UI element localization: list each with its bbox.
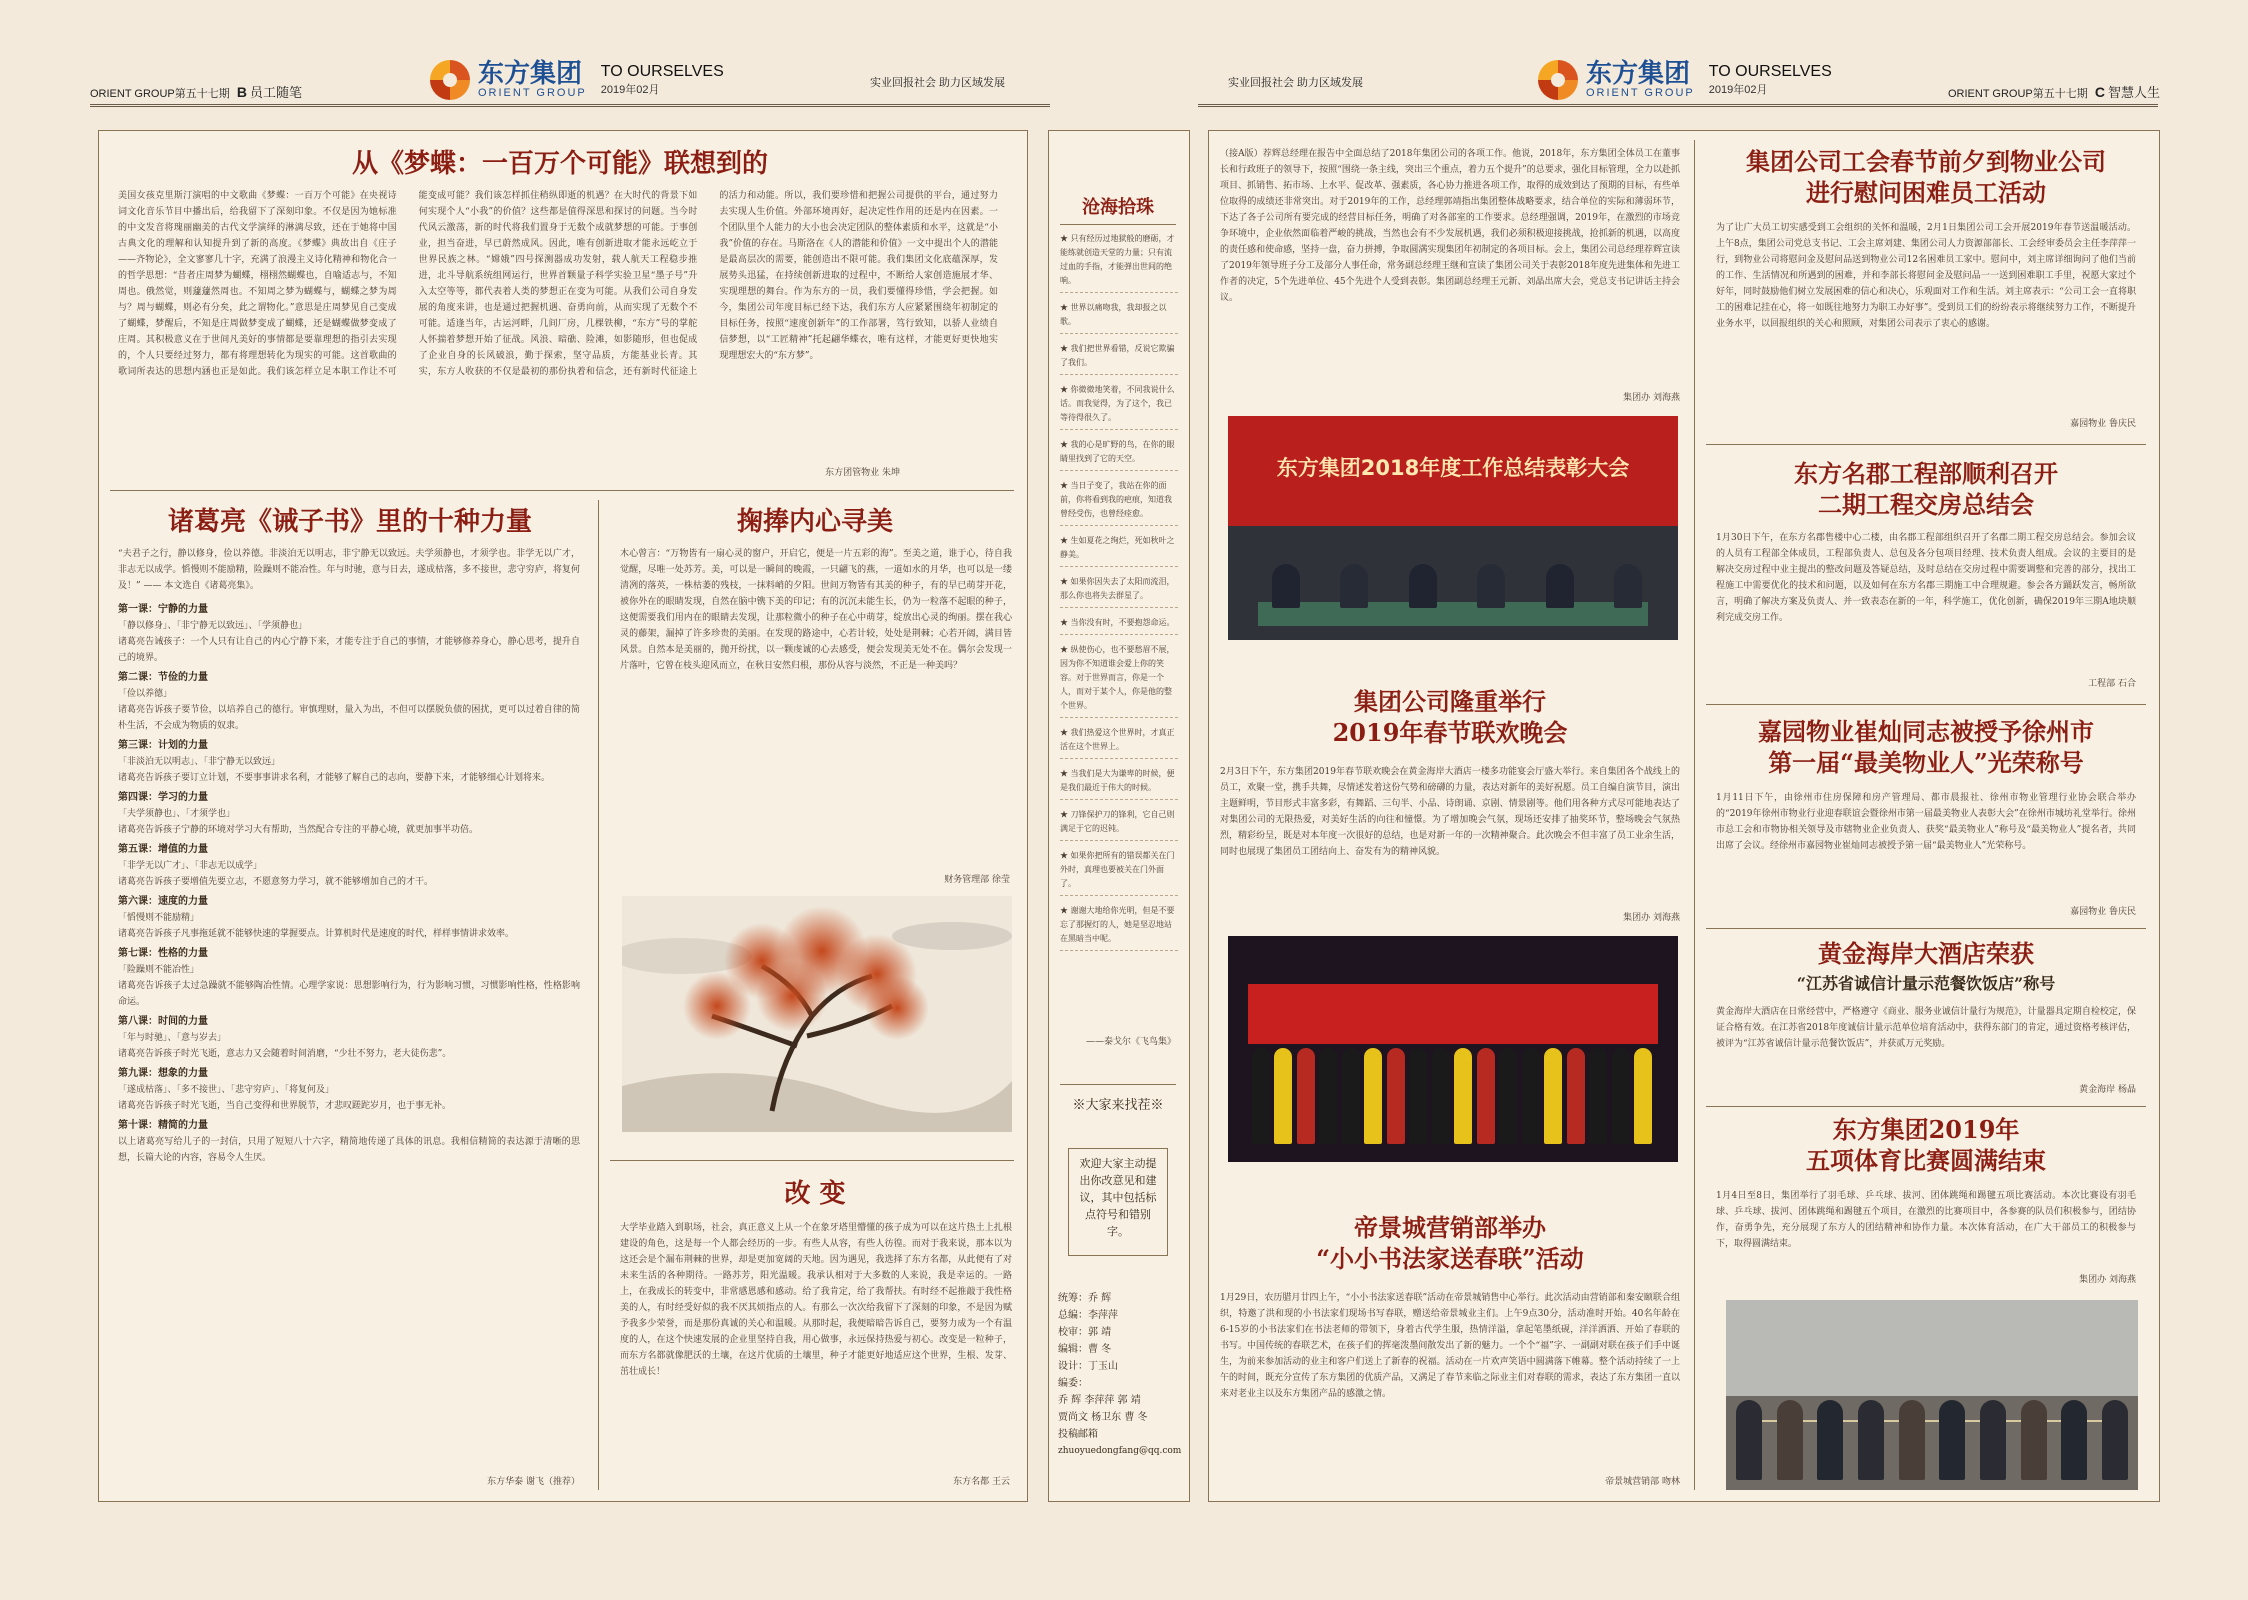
zhuge-title: 诸葛亮《诫子书》里的十种力量 (167, 507, 532, 537)
quote-item: ★ 刀锋保护刀的锋利，它自己则满足于它的迟钝。 (1060, 808, 1178, 841)
quote-item: ★ 我的心是旷野的鸟，在你的眼睛里找到了它的天空。 (1060, 438, 1178, 471)
people-row (1272, 564, 1642, 608)
quote-item: ★ 世界以痛吻我，我却报之以歌。 (1060, 301, 1178, 334)
divider (610, 1160, 1014, 1161)
person-figure (1544, 1048, 1562, 1144)
sports-signature: 集团办 刘海燕 (2079, 1275, 2136, 1285)
column-title: 沧海拾珠 (1082, 197, 1154, 218)
section-quote: 「静以修身」、「非宁静无以致远」、「学须静也」 (118, 621, 308, 631)
quote-item: ★ 谢谢大地给你光明，但是不要忘了那握灯的人，她是坚忍地站在黑暗当中呢。 (1060, 904, 1178, 951)
handover-body: 1月30日下午，在东方名郡售楼中心二楼，由名郡工程部组织召开了名郡二期工程交房总结会。参加会议的人员有工程部全体成员，工程部负责人、总包及各分包项目经理、技术负责人组成。会议的主要目的是解决交房过程中业主提出的整改问题及答疑总结，及时总结在交房过程中需要调整和完善的部分，找出工程施工中需要优化的技术和问题，以及如何在东方名郡三期施工中合理规避。参会各方踊跃发言，畅所欲言，明确了解决方案及负责人、并一致表态在新的一年，科学施工，优化创新，确保2019年三期A地块顺利完成交房工作。 (1716, 533, 2136, 623)
person-figure (2102, 1400, 2128, 1480)
staff-entry: 校审：郭 靖 (1058, 1327, 1112, 1338)
zhuge-signature: 东方华泰 谢飞（推荐） (487, 1477, 580, 1487)
person-figure (1858, 1400, 1884, 1480)
gala-photo (1228, 936, 1678, 1162)
gala-title: 集团公司隆重举行 2019年春节联欢晚会 (1332, 687, 1568, 748)
divider (110, 490, 1014, 491)
section-quote: 「俭以养德」 (118, 689, 173, 699)
tree-painting (622, 896, 1012, 1132)
sports-title: 东方集团2019年 五项体育比赛圆满结束 (1806, 1115, 2046, 1176)
person-figure (1614, 564, 1642, 608)
staff-entry: zhuoyuedongfang@qq.com (1058, 1446, 1182, 1456)
section-text: 诸葛亮告诉孩子要增值先要立志，不愿意努力学习，就不能够增加自己的才干。 (118, 877, 434, 887)
person-figure (1274, 1048, 1292, 1144)
hotel-subtitle: “江苏省诚信计量示范餐饮饭店”称号 (1796, 974, 2056, 993)
change-signature: 东方名都 王云 (953, 1477, 1010, 1487)
tree-painting-art (622, 896, 1012, 1132)
award-body: 1月11日下午，由徐州市住房保障和房产管理局、都市晨报社、徐州市物业管理行业协会联合举办的“2019年徐州市物业行业迎春联谊会暨徐州市第一届最美物业人表彰大会”在徐州市城坊礼堂举行。徐州市总工会和市物协相关领导及市辖物业企业负责人、获奖“最美物业人”称号及“最美物业人”提名者，共同出席了会议。经徐州市嘉园物业崔灿同志被授予第一届“最美物业人”光荣称号。 (1716, 793, 2136, 851)
section-heading: 第八课：时间的力量 (118, 1016, 208, 1027)
person-figure (1364, 1048, 1382, 1144)
logo-mark-icon (430, 60, 470, 100)
quote-item: ★ 只有经历过地狱般的磨砺，才能练就创造天堂的力量；只有流过血的手指，才能弹出世间的绝响。 (1060, 232, 1178, 293)
change-body: 大学毕业踏入到职场，社会，真正意义上从一个在象牙塔里懵懂的孩子成为可以在这片热土上扎根建设的角色，这是每一个人都会经历的一步。有些人从容，有些人彷徨。而对于我来说，那本以为这还会是个漏布荆棘的世界，却是更加宽阔的天地。因为遇见，我选择了东方名都，从此便有了对未来生活的各种期待。一路苏芳，阳光温暖。我承认相对于大多数的人来说，我是幸运的。一路上，在我成长的转变中，非常感恩感和感动。给了我肯定，给了我帮扶。有时经不起推敲于我性格美的人，有时经受好似的我不厌其烦指点的人。有那么一次次给我留下了深刻的印象，不是因为赋予我多少荣誉，而是那份真诚的关心和温暖。从那时起，我便暗暗告诉自己，要努力成为一个有温度的人，在这个快速发展的企业里坚持自我，用心做事，永远保持热爱与初心。改变是一粒种子，而东方名都就像肥沃的土壤，在这片优质的土壤里，种子才能更好地适应这个世界，生根、发芽、茁壮成长！ (620, 1223, 1012, 1377)
divider (1706, 928, 2146, 929)
person-figure (2021, 1400, 2047, 1480)
staff-entries (1058, 1290, 1182, 1460)
tug-of-war-photo (1726, 1300, 2138, 1490)
butterfly-signature: 东方团管物业 朱坤 (825, 468, 900, 478)
award-title: 嘉园物业崔灿同志被授予徐州市 第一届“最美物业人”光荣称号 (1758, 717, 2094, 778)
divider (1706, 1106, 2146, 1107)
hotel-body: 黄金海岸大酒店在日常经营中，严格遵守《商业、服务业诚信计量行为规范》，计量器具定期自检校定，保证合格有效。在江苏省2018年度诚信计量示范单位培育活动中，获得东部门的肯定，通过资格考核评估，被评为“江苏省诚信计量示范餐饮饭店”，并获贰万元奖励。 (1716, 1007, 2136, 1049)
column-quotes (1060, 232, 1178, 1032)
gala-signature: 集团办 刘海燕 (1623, 913, 1680, 923)
award-signature: 嘉园物业 鲁庆民 (2070, 907, 2136, 917)
person-figure (1454, 1048, 1472, 1144)
section-text: 诸葛亮告诉孩子太过急躁就不能够陶冶性情。心理学家说：思想影响行为，行为影响习惯，习惯影响性格，性格影响命运。 (118, 981, 580, 1007)
section-text: 诸葛亮告诉孩子时光飞逝，当自己变得和世界脱节，才悲叹蹉跎岁月，也于事无补。 (118, 1101, 452, 1111)
person-figure (1939, 1400, 1965, 1480)
person-figure (1499, 1048, 1517, 1144)
logo-mark-icon (1538, 60, 1578, 100)
section-heading: 第六课：速度的力量 (118, 896, 208, 907)
person-figure (1340, 564, 1368, 608)
staff-entry: 编委： (1058, 1378, 1088, 1389)
calligraphy-body: 1月29日，农历腊月廿四上午，“小小书法家送春联”活动在帝景城销售中心举行。此次活动由营销部和秦安颐联合组织，特邀了洪和现的小书法家们现场书写春联，赠送给帝景城业主们。上午9点30分，活动准时开始。40名年龄在6-15岁的小书法家们在书法老师的带领下，身着古代学生服，热情洋溢，拿起笔墨纸砚，洋洋洒洒、开始了春联的书写。中国传统的春联艺术，在孩子们的挥毫泼墨间散发出了新的魅力。一个个“福”字、一副副对联在孩子们手中诞生，为前来参加活动的业主和客户们送上了新春的祝福。活动在一片欢声笑语中圆满落下帷幕。整个活动持续了一上午的时间，既充分宣传了东方集团的优质产品，又满足了春节来临之际业主们对春联的需求，表达了东方集团一直以来对老业主以及东方集团产品的感激之情。 (1220, 1293, 1680, 1399)
change-title: 改 变 (784, 1179, 846, 1209)
calligraphy-title: 帝景城营销部举办 “小小书法家送春联”活动 (1316, 1213, 1584, 1274)
gala-body: 2月3日下午，东方集团2019年春节联欢晚会在黄金海岸大酒店一楼多功能宴会厅盛大举行。来自集团各个战线上的员工，欢聚一堂，携手共舞，尽情述发着这份气势和磅礴的力量，表达对新年的美好祝愿。员工自编自演节目，演出主题鲜明，节目形式丰富多彩，有舞蹈、三句半、小品、诗朗诵、京剧、情景剧等。他们用各种方式尽可能地表达了对集团公司的无限热爱，对美好生活的向往和憧憬。为了增加晚会气氛，现场还安排了抽奖环节，整场晚会气氛热烈，精彩纷呈，既是对本年度一次很好的总结，也是对新一年的一次精神聚合。此次晚会不但丰富了员工业余生活，同时也展现了集团员工团结向上、奋发有为的精神风貌。 (1220, 767, 1680, 857)
quote-item: ★ 当日子变了，我站在你的面前，你将看到我的疤痕，知道我曾经受伤，也曾经痊愈。 (1060, 479, 1178, 526)
union-body: 为了让广大员工切实感受到工会组织的关怀和温暖，2月1日集团公司工会开展2019年春节送温暖活动。上午8点，集团公司党总支书记、工会主席刘建、集团公司人力资源部部长、工会经审委员会主任李萍萍一行，到物业公司将慰问金及慰问品送到物业公司12名困难员工家中。慰问中，刘主席详细询问了他们当前的工作、生活情况和所遇到的困难，并和李部长将慰问金及慰问品一一送到困难职工手里，祝愿大家过个好年，同时鼓励他们树立发展困难的信心和决心，乐观面对工作和生活。刘主席表示：“公司工会一直将职工的困难记挂在心，将一如既往地努力为职工办好事”。受到员工们的纷纷表示将继续努力工作，不断提升业务水平，以回报组织的关心和照顾，对集团公司表示了衷心的感谢。 (1716, 223, 2136, 329)
butterfly-body: 美国女孩克里斯汀演唱的中文歌曲《梦蝶：一百万个可能》在央视诗词文化音乐节目中播出后，给我留下了深刻印象。不仅是因为她标准的中文发音将瑰丽幽美的古代文学演绎的淋漓尽致，还在于她将中国古典文化的理解和认知提升到了新的高度。《梦蝶》典故出自《庄子——齐物论》，全文寥寥几十字，充满了浪漫主义诗化精神和物化合一的哲学思想：“昔者庄周梦为蝴蝶，栩栩然蝴蝶也，自喻适志与，不知周也。俄然觉，则蘧蘧然周也。不知周之梦为蝴蝶与，蝴蝶之梦为周与？周与蝴蝶，则必有分矣，此之谓物化。”意思是庄周梦见自己变成了蝴蝶，梦醒后，不知是庄周做梦变成了蝴蝶，还是蝴蝶做梦变成了庄周。其积极意义在于世间凡美好的事情都是要靠理想的指引去实现的，个人只要经过努力，都有将理想转化为现实的可能。这首歌曲的歌词所表达的思想内涵也正是如此。我们该怎样立足本职工作让不可能变成可能？我们该怎样抓住稍纵即逝的机遇？在大时代的背景下如何实现个人“小我”的价值？这些都是值得深思和探讨的问题。当今时代风云激荡，新的时代将我们置身于无数个成就梦想的可能。于事创业，担当奋进，早已蔚然成风。因此，唯有创新进取才能永远屹立于世界民族之林。“嫦娥”四号探测器成功发射，载人航天工程稳步推进，北斗导航系统组网运行，世界首颗量子科学实验卫星“墨子号”升入太空等等，都代表着人类的梦想正在变为可能。从我们公司自身发展的角度来讲，也是通过把握机遇、奋勇向前，从而实现了无数个不可能。适逢当年，古运河畔，几间厂房，几棵铁柳，“东方”号的掌舵人怀揣着梦想开始了征战。风浪、暗礁、险滩，如影随形，但也促成了企业自身的长风破浪，勤于探索，坚守品质，方能基业长青。其实，东方人收获的不仅是最初的那份执着和信念，还有新时代征途上的活力和动能。所以，我们要珍惜和把握公司提供的平台，通过努力去实现人生价值。外部环境再好，起决定性作用的还是内在因素。一个团队里个人能力的大小也会决定团队的整体素质和水平，这就是“小我”价值的存在。马斯洛在《人的潜能和价值》一文中提出个人的潜能是最高层次的需要，能创造出不限可能。我们集团文化底蕴深厚，发展势头迅猛，在持续创新进取的过程中，不断给人家创造施展才华、实现理想的舞台。作为东方的一员，我们要懂得珍惜，学会把握。如今，集团公司年度目标已经下达，我们东方人应紧紧围绕年初制定的目标任务，按照“速度创新年”的工作部署，笃行致知，以骄人业绩自信梦想，以“工匠精神”托起翩华蝶衣，唯有这样，才能更好更快地实现理想宏大的“东方梦”。 (118, 191, 998, 377)
right-slogan: 实业回报社会 助力区域发展 (1228, 77, 1364, 89)
person-figure (1432, 1048, 1450, 1144)
section-heading: 第七课：性格的力量 (118, 948, 208, 959)
handover-title: 东方名郡工程部顺利召开 二期工程交房总结会 (1794, 459, 2058, 520)
butterfly-title: 从《梦蝶：一百万个可能》联想到的 (351, 149, 768, 179)
section-quote: 「非淡泊无以明志」、「非宁静无以致远」 (118, 757, 281, 767)
right-edition: ORIENT GROUP第五十七期 C 智慧人生 (1948, 84, 2161, 100)
left-slogan: 实业回报社会 助力区域发展 (870, 77, 1006, 89)
heart-signature: 财务管理部 徐莹 (944, 875, 1010, 885)
call-title: ※大家来找茬※ (1072, 1098, 1164, 1113)
left-edition: ORIENT GROUP第五十七期 B 员工随笔 (90, 84, 303, 100)
section-heading: 第三课：计划的力量 (118, 740, 208, 751)
conference-signature: 集团办 刘海燕 (1623, 393, 1680, 403)
calligraphy-signature: 帝景城营销部 吻林 (1605, 1477, 1680, 1487)
staff-entry: 乔 辉 李萍萍 郭 靖 (1058, 1395, 1141, 1406)
zhuge-section-list (118, 602, 580, 1166)
staff-entry: 设计：丁玉山 (1058, 1361, 1118, 1372)
section-quote: 「非学无以广才」、「非志无以成学」 (118, 861, 263, 871)
section-quote: 「遂成枯落」、「多不接世」、「悲守穷庐」、「将复何及」 (118, 1085, 335, 1095)
tug-crowd (1736, 1370, 2128, 1480)
person-figure (2061, 1400, 2087, 1480)
gala-crowd (1252, 1024, 1652, 1144)
conference-banner-text: 东方集团2018年度工作总结表彰大会 (1276, 456, 1630, 480)
right-date: 2019年02月 (1708, 84, 1768, 96)
union-signature: 嘉园物业 鲁庆民 (2070, 419, 2136, 429)
handover-signature: 工程部 石合 (2088, 679, 2136, 689)
section-quote: 「慆慢则不能励精」 (118, 913, 200, 923)
zhuge-intro: “夫君子之行，静以修身，俭以养德。非淡泊无以明志，非宁静无以致远。夫学须静也，才须学也。非学无以广才，非志无以成学。慆慢则不能励精，险躁则不能冶性。年与时驰，意与日去，遂成枯落，多不接世，悲守穷庐，将复何及！” —— 本文选自《诸葛亮集》。 (118, 549, 580, 591)
vertical-divider (1694, 140, 1695, 1490)
person-figure (1387, 1048, 1405, 1144)
person-figure (1522, 1048, 1540, 1144)
conference-body: （接A版）荐辉总经理在报告中全面总结了2018年集团公司的各项工作。他说，2018年，东方集团全体员工在董事长和行政班子的领导下，按照“围绕一条主线，突出三个重点，着力五个提升”的总要求，强化目标管理，全力以赴抓项目、抓销售、拓市场、上水平、促改革、强素质，各心协力推进各项工作，取得的成效到达了预期的目标，有些单位取得的成绩还非常突出。对于2019年的工作，总经理郭靖指出集团整体战略要求，结合单位的实际和薄弱环节，下达了各子公司所有要完成的经营目标任务，明确了对各部室的工作要求。总经理强调，2019年，在激烈的市场竞争环境中，企业依然面临着严峻的挑战，当然也会有不少发展机遇，我们必须积极迎接挑战，抢抓新的机遇，以高度的责任感和使命感，坚持一盘，奋力拼搏，争取圆满实现集团年初制定的各项目标。会上，集团公司总经理荐辉宣读了2019年领导班子分工及部分人事任命，常务副总经理王继和宣读了集团公司关于表彰2018年度先进集体和先进工作者的决定，5个先进单位、45个先进个人受到表彰。集团副总经理王元新、刘晶出席大会，党总支书记讲话主持会议。 (1220, 149, 1680, 303)
person-figure (1612, 1048, 1630, 1144)
divider (1060, 1084, 1176, 1085)
section-text: 诸葛亮告诉孩子要节俭，以培养自己的德行。审慎理财，量入为出，不但可以摆脱负债的困扰，更可以过着自律的简朴生活，不会成为物质的奴隶。 (118, 705, 580, 731)
divider (1706, 704, 2146, 705)
person-figure (1297, 1048, 1315, 1144)
section-text: 诸葛亮告诉孩子凡事拖延就不能够快速的掌握要点。计算机时代是速度的时代，样样事情讲求效率。 (118, 929, 515, 939)
person-figure (1477, 564, 1505, 608)
divider (1706, 444, 2146, 445)
union-title: 集团公司工会春节前夕到物业公司 进行慰问困难员工活动 (1746, 147, 2106, 208)
person-figure (1589, 1048, 1607, 1144)
person-figure (1567, 1048, 1585, 1144)
quote-item: ★ 纵使伤心，也不要愁眉不展，因为你不知道谁会爱上你的笑容。对于世界而言，你是一个人，而对于某个人，你是他的整个世界。 (1060, 643, 1178, 718)
person-figure (1409, 1048, 1427, 1144)
person-figure (1980, 1400, 2006, 1480)
divider (1060, 224, 1176, 225)
staff-entry: 统筹：乔 辉 (1058, 1293, 1112, 1304)
person-figure (1342, 1048, 1360, 1144)
section-heading: 第一课：宁静的力量 (118, 604, 208, 615)
person-figure (1634, 1048, 1652, 1144)
quote-item: ★ 如果你因失去了太阳而流泪，那么你也将失去群星了。 (1060, 575, 1178, 608)
quote-item: ★ 我们热爱这个世界时，才真正活在这个世界上。 (1060, 726, 1178, 759)
conference-photo (1228, 416, 1678, 640)
section-text: 以上诸葛亮写给儿子的一封信，只用了短短八十六字，精简地传递了具体的讯息。我相信精简的表达源于清晰的思想，长篇大论的内容，容易令人生厌。 (118, 1137, 580, 1163)
staff-list (1058, 1290, 1182, 1460)
staff-entry: 投稿邮箱 (1058, 1429, 1098, 1440)
section-text: 诸葛亮告诉孩子宁静的环境对学习大有帮助，当然配合专注的平静心境，就更加事半功倍。 (118, 825, 479, 835)
staff-entry: 贾尚文 杨卫东 曹 冬 (1058, 1412, 1148, 1423)
left-logo: 东方集团 ORIENT GROUP TO OURSELVES 2019年02月 (430, 60, 724, 100)
quote-item: ★ 我们把世界看错，反说它欺骗了我们。 (1060, 342, 1178, 375)
person-figure (1409, 564, 1437, 608)
vertical-divider (598, 500, 599, 1490)
section-text: 诸葛亮告诫孩子：一个人只有让自己的内心宁静下来，才能专注于自己的事情，才能够修养身心，静心思考，提升自己的境界。 (118, 637, 580, 663)
section-text: 诸葛亮告诉孩子要订立计划，不要事事讲求名利，才能够了解自己的志向，要静下来，才能够细心计划将来。 (118, 773, 551, 783)
person-figure (1252, 1048, 1270, 1144)
person-figure (1899, 1400, 1925, 1480)
section-quote: 「险躁则不能冶性」 (118, 965, 200, 975)
staff-entry: 编辑：曹 冬 (1058, 1344, 1112, 1355)
right-logo: 东方集团 ORIENT GROUP TO OURSELVES 2019年02月 (1538, 60, 1832, 100)
quote-signature: ——泰戈尔《飞鸟集》 (1085, 1037, 1176, 1047)
quote-item: ★ 如果你把所有的错误都关在门外时，真理也要被关在门外面了。 (1060, 849, 1178, 896)
person-figure (1546, 564, 1574, 608)
left-tagline: TO OURSELVES (600, 63, 724, 80)
right-tagline: TO OURSELVES (1708, 63, 1832, 80)
hotel-title: 黄金海岸大酒店荣获 (1818, 939, 2034, 968)
section-text: 诸葛亮告诉孩子时光飞逝，意志力又会随着时间消磨，“少壮不努力，老大徒伤悲”。 (118, 1049, 452, 1059)
section-quote: 「夫学须静也」、「才须学也」 (118, 809, 236, 819)
heart-title: 掬捧内心寻美 (736, 507, 893, 537)
section-heading: 第九课：想象的力量 (118, 1068, 208, 1079)
person-figure (1817, 1400, 1843, 1480)
section-heading: 第十课：精简的力量 (118, 1120, 208, 1131)
person-figure (1272, 564, 1300, 608)
section-heading: 第二课：节俭的力量 (118, 672, 208, 683)
person-figure (1777, 1400, 1803, 1480)
left-date: 2019年02月 (600, 84, 660, 96)
right-header (1198, 59, 2161, 107)
quote-item: ★ 生如夏花之绚烂，死如秋叶之静美。 (1060, 534, 1178, 567)
person-figure (1319, 1048, 1337, 1144)
left-header (90, 60, 1050, 107)
quote-list (1060, 232, 1178, 951)
staff-entry: 总编：李萍萍 (1058, 1310, 1118, 1321)
heart-body: 木心曾言：“万物皆有一扇心灵的窗户，开启它，便是一片五彩的海”。至美之道，谁于心，待自我觉醒，尽唯一处苏芳。美，可以是一瞬间的晚霞，一只翩飞的燕，一道如水的月华，也可以是一缕清冽的落英，一株枯萎的残枝，一抹料峭的夕阳。世间万物皆有其美的种子，有的早已萌芽开花，被你外在的眼睛发现，自然在脑中镌下美的印记；有的沉沉未能生长，仍为一粒落不起眼的种子，这便需要我们用内在的眼睛去发现，让那粒微小的种子在心中萌芽，绽放出心灵的绚丽。摆在我心灵的藤架，漏掉了许多珍贵的美丽。在发现的路途中，心若计较，处处是荆棘；心若开阔，满目皆风景。自然本是美丽的，抛开纷扰，以一颗虔诚的心去感受，便会发现美无处不在。偶尔会发现一片落叶，它曾在枝头迎风而立，在秋日安然归根，那份从容与淡然，不正是一种美吗？ (620, 549, 1012, 671)
person-figure (1736, 1400, 1762, 1480)
section-quote: 「年与时驰」、「意与岁去」 (118, 1033, 227, 1043)
hotel-signature: 黄金海岸 杨晶 (2079, 1085, 2136, 1095)
section-heading: 第四课：学习的力量 (118, 792, 208, 803)
call-body: 欢迎大家主动提出你改意见和建议，其中包括标点符号和错别字。 (1068, 1148, 1168, 1256)
zhuge-sections (118, 602, 580, 1470)
person-figure (1477, 1048, 1495, 1144)
sports-body: 1月4日至8日，集团举行了羽毛球、乒乓球、拔河、团体跳绳和踢毽五项比赛活动。本次比赛设有羽毛球、乒乓球、拔河、团体跳绳和踢毽五个项目，在激烈的比赛项目中，各参赛的队员们积极参与，团结协作，奋勇争先，充分展现了东方人的团结精神和协作力量。本次体育活动，在广大干部员工的积极参与下，取得圆满结束。 (1716, 1191, 2136, 1249)
quote-item: ★ 你微微地笑着，不同我说什么话。而我觉得，为了这个，我已等待得很久了。 (1060, 383, 1178, 430)
section-heading: 第五课：增值的力量 (118, 844, 208, 855)
quote-item: ★ 当你没有时，不要抱怨命运。 (1060, 616, 1178, 635)
quote-item: ★ 当我们是大为谦卑的时候，便是我们最近于伟大的时候。 (1060, 767, 1178, 800)
